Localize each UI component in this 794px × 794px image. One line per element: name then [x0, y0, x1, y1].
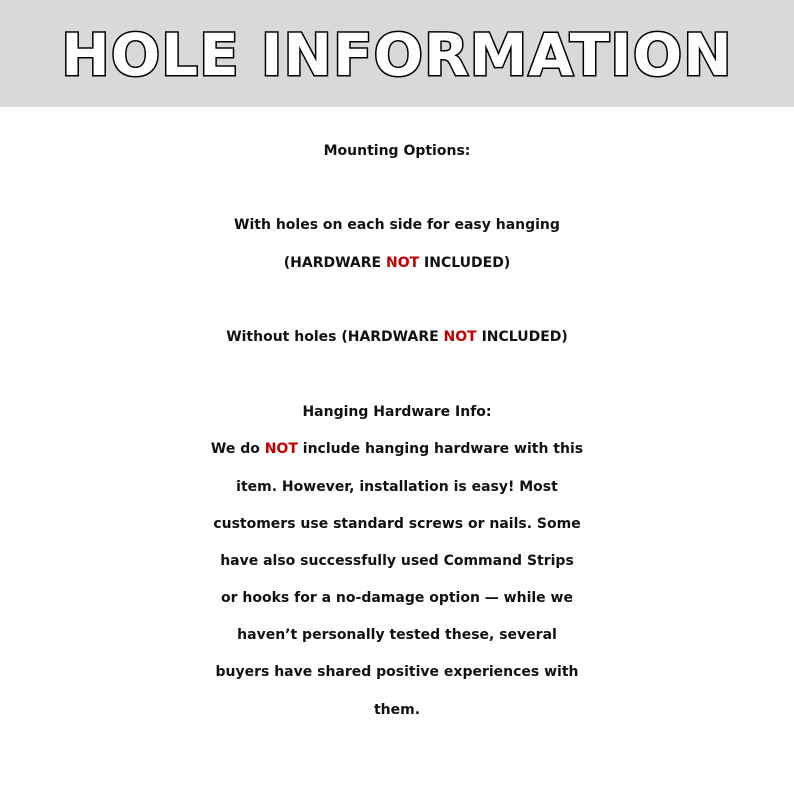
hardware-line-3: customers use standard screws or nails. Some: [213, 516, 581, 532]
hardware-line-4: have also successfully used Command Strips: [220, 553, 574, 569]
not-emphasis: NOT: [385, 255, 420, 271]
option-without-holes-suffix: INCLUDED): [476, 329, 568, 345]
hardware-line-7: buyers have shared positive experiences with: [215, 664, 579, 680]
hardware-line-8: them.: [373, 702, 421, 718]
option-with-holes-prefix: (HARDWARE: [283, 255, 386, 271]
not-emphasis: NOT: [443, 329, 477, 345]
title-banner: [0, 0, 794, 107]
option-with-holes-line1: With holes on each side for easy hanging: [234, 217, 560, 233]
option-with-holes-line2: [0, 249, 794, 277]
option-without-holes: [0, 323, 794, 351]
hardware-line-1-suffix: include hanging hardware with this: [297, 441, 584, 457]
option-with-holes-suffix: INCLUDED): [419, 255, 511, 271]
hardware-line-6: haven’t personally tested these, several: [237, 627, 557, 643]
hardware-line-5: or hooks for a no-damage option — while we: [221, 590, 573, 606]
hardware-line-2: item. However, installation is easy! Most: [236, 479, 558, 495]
mounting-options-heading: Mounting Options:: [323, 143, 471, 159]
not-emphasis: NOT: [264, 441, 298, 457]
hanging-hardware-heading: Hanging Hardware Info:: [302, 404, 492, 420]
hardware-line-1: [0, 435, 794, 463]
page-title: HOLE INFORMATION: [61, 20, 733, 89]
hardware-line-1-prefix: We do: [210, 441, 265, 457]
option-without-holes-prefix: Without holes (HARDWARE: [226, 329, 444, 345]
